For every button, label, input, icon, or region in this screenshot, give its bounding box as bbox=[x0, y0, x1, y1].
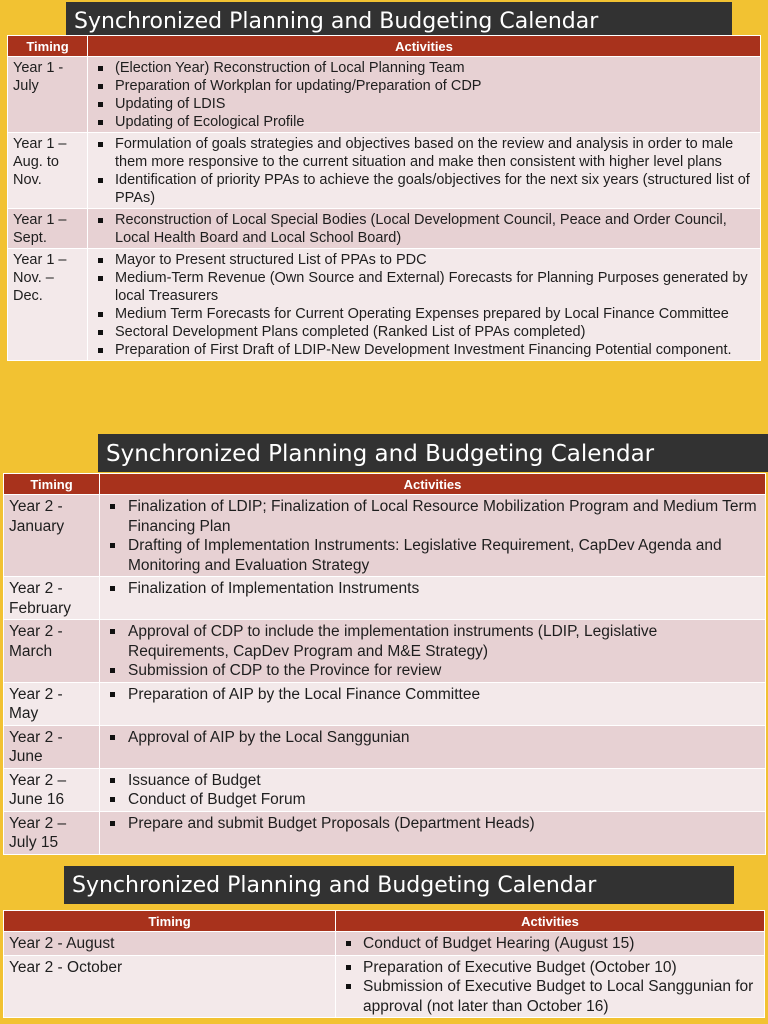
activity-item: Formulation of goals strategies and objectives based on the review and analysis in order to male them more responsive to the current situation and make then consistent with higher level plans bbox=[93, 135, 756, 171]
activities-header: Activities bbox=[100, 474, 766, 495]
activity-item: Prepare and submit Budget Proposals (Department Heads) bbox=[105, 814, 761, 834]
timing-header: Timing bbox=[8, 36, 88, 57]
timing-cell: Year 1 – Nov. – Dec. bbox=[8, 249, 88, 361]
activity-item: Reconstruction of Local Special Bodies (Local Development Council, Peace and Order Council, Local Health Board and Local School Board) bbox=[93, 211, 756, 247]
activity-item: Mayor to Present structured List of PPAs to PDC bbox=[93, 251, 756, 269]
slide-1 bbox=[0, 0, 768, 432]
activities-cell bbox=[100, 577, 766, 620]
slide-title-text: Synchronized Planning and Budgeting Calendar bbox=[74, 9, 599, 34]
activities-header: Activities bbox=[336, 911, 765, 932]
timing-cell: Year 1 – Sept. bbox=[8, 209, 88, 249]
activity-list bbox=[93, 211, 756, 247]
activity-item: Issuance of Budget bbox=[105, 771, 761, 791]
calendar-table bbox=[3, 473, 766, 855]
table-row bbox=[8, 209, 761, 249]
activity-item: Finalization of Implementation Instruments bbox=[105, 579, 761, 599]
activity-item: Medium-Term Revenue (Own Source and External) Forecasts for Planning Purposes generated by local Treasurers bbox=[93, 269, 756, 305]
table-row bbox=[4, 682, 766, 725]
activities-cell bbox=[100, 620, 766, 683]
activity-item: Approval of AIP by the Local Sanggunian bbox=[105, 728, 761, 748]
table-row bbox=[4, 768, 766, 811]
activity-item: Updating of LDIS bbox=[93, 95, 756, 113]
activities-cell bbox=[88, 209, 761, 249]
activities-cell bbox=[336, 932, 765, 956]
timing-cell: Year 1 – Aug. to Nov. bbox=[8, 133, 88, 209]
activity-item: Preparation of AIP by the Local Finance Committee bbox=[105, 685, 761, 705]
timing-cell: Year 1 - July bbox=[8, 57, 88, 133]
slide-3 bbox=[0, 864, 768, 1024]
activity-item: Sectoral Development Plans completed (Ranked List of PPAs completed) bbox=[93, 323, 756, 341]
calendar-table bbox=[3, 910, 765, 1018]
table-row bbox=[4, 620, 766, 683]
activities-cell bbox=[88, 249, 761, 361]
activity-list bbox=[105, 497, 761, 575]
activity-item: Preparation of First Draft of LDIP-New Development Investment Financing Potential component. bbox=[93, 341, 756, 359]
timing-cell: Year 2 - March bbox=[4, 620, 100, 683]
timing-header: Timing bbox=[4, 911, 336, 932]
timing-header: Timing bbox=[4, 474, 100, 495]
activities-cell bbox=[336, 955, 765, 1018]
activity-item: Approval of CDP to include the implementation instruments (LDIP, Legislative Requirements, CapDev Program and M&E Strategy) bbox=[105, 622, 761, 661]
activity-item: Finalization of LDIP; Finalization of Local Resource Mobilization Program and Medium Term Financing Plan bbox=[105, 497, 761, 536]
slide-title-text: Synchronized Planning and Budgeting Calendar bbox=[72, 873, 597, 898]
activity-item: Conduct of Budget Hearing (August 15) bbox=[341, 934, 760, 954]
timing-cell: Year 2 - January bbox=[4, 495, 100, 577]
table-row bbox=[4, 577, 766, 620]
table-row bbox=[8, 249, 761, 361]
slide-2 bbox=[0, 432, 768, 864]
activity-item: Preparation of Executive Budget (October 10) bbox=[341, 958, 760, 978]
activity-list bbox=[93, 135, 756, 207]
timing-cell: Year 2 – July 15 bbox=[4, 811, 100, 854]
activity-item: (Election Year) Reconstruction of Local Planning Team bbox=[93, 59, 756, 77]
table-body bbox=[8, 57, 761, 361]
activity-list bbox=[105, 579, 761, 599]
activity-list bbox=[105, 728, 761, 748]
activity-item: Conduct of Budget Forum bbox=[105, 790, 761, 810]
activity-list bbox=[105, 622, 761, 681]
table-row bbox=[4, 495, 766, 577]
activity-list bbox=[93, 59, 756, 131]
activities-cell bbox=[100, 495, 766, 577]
activities-cell bbox=[88, 133, 761, 209]
table-row bbox=[4, 725, 766, 768]
activities-cell bbox=[88, 57, 761, 133]
activities-cell bbox=[100, 725, 766, 768]
activity-item: Identification of priority PPAs to achieve the goals/objectives for the next six years (structured list of PPAs) bbox=[93, 171, 756, 207]
table-row bbox=[4, 811, 766, 854]
slide-title bbox=[64, 866, 734, 904]
activities-cell bbox=[100, 811, 766, 854]
table-row bbox=[4, 932, 765, 956]
activity-item: Submission of Executive Budget to Local Sanggunian for approval (not later than October 16) bbox=[341, 977, 760, 1016]
table-body bbox=[4, 495, 766, 855]
calendar-table bbox=[7, 35, 761, 361]
activity-item: Submission of CDP to the Province for review bbox=[105, 661, 761, 681]
table-row bbox=[4, 955, 765, 1018]
activity-list bbox=[93, 251, 756, 359]
activity-item: Preparation of Workplan for updating/Preparation of CDP bbox=[93, 77, 756, 95]
activity-list bbox=[105, 771, 761, 810]
activity-item: Updating of Ecological Profile bbox=[93, 113, 756, 131]
activity-list bbox=[105, 814, 761, 834]
activities-cell bbox=[100, 768, 766, 811]
timing-cell: Year 2 - October bbox=[4, 955, 336, 1018]
activity-list bbox=[341, 934, 760, 954]
table-row bbox=[8, 133, 761, 209]
timing-cell: Year 2 - May bbox=[4, 682, 100, 725]
timing-cell: Year 2 – June 16 bbox=[4, 768, 100, 811]
timing-cell: Year 2 - February bbox=[4, 577, 100, 620]
table-row bbox=[8, 57, 761, 133]
activities-cell bbox=[100, 682, 766, 725]
activity-item: Drafting of Implementation Instruments: Legislative Requirement, CapDev Agenda and Monitoring and Evaluation Strategy bbox=[105, 536, 761, 575]
activity-list bbox=[341, 958, 760, 1017]
timing-cell: Year 2 - June bbox=[4, 725, 100, 768]
timing-cell: Year 2 - August bbox=[4, 932, 336, 956]
slide-title-text: Synchronized Planning and Budgeting Calendar bbox=[106, 441, 655, 467]
activity-item: Medium Term Forecasts for Current Operating Expenses prepared by Local Finance Committee bbox=[93, 305, 756, 323]
slide-title bbox=[98, 434, 768, 472]
table-body bbox=[4, 932, 765, 1018]
activities-header: Activities bbox=[88, 36, 761, 57]
activity-list bbox=[105, 685, 761, 705]
